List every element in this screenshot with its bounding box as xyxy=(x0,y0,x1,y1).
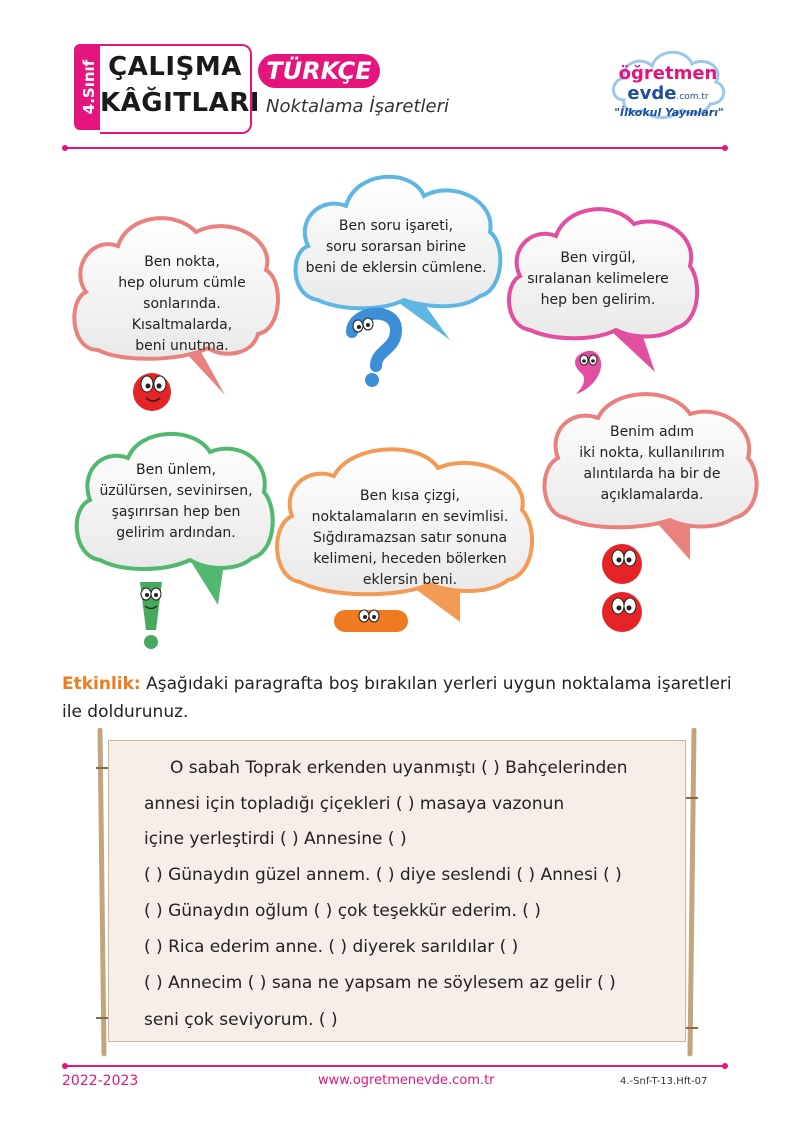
paragraph-line: ( ) Günaydın oğlum ( ) çok teşekkür ederim. ( ) xyxy=(144,901,541,921)
hyphen-character-icon xyxy=(334,610,408,632)
paragraph-line: içine yerleştirdi ( ) Annesine ( ) xyxy=(144,829,407,849)
bubble-line: Sığdıramazsan satır sonuna xyxy=(312,530,508,546)
bubble-line: Ben kısa çizgi, xyxy=(359,488,461,504)
paragraph-line: seni çok seviyorum. ( ) xyxy=(144,1010,338,1030)
footer-code: 4.-Snf-T-13.Hft-07 xyxy=(620,1076,708,1087)
comma-character-icon xyxy=(575,351,601,394)
exclamation-character-icon xyxy=(140,582,162,649)
bubble-line: üzülürsen, sevinirsen, xyxy=(99,483,253,499)
bubble-line: şaşırırsan hep ben xyxy=(111,504,241,520)
question-mark-character-icon xyxy=(352,314,396,387)
footer-years: 2022-2023 xyxy=(62,1073,139,1089)
logo-domain: .com.tr xyxy=(676,92,709,102)
bubble-soru-text xyxy=(296,216,496,279)
paragraph-line: annesi için topladığı çiçekleri ( ) masaya vazonun xyxy=(144,794,565,814)
bubble-line: Benim adım xyxy=(609,424,695,440)
paragraph-line: O sabah Toprak erkenden uyanmıştı ( ) Bahçelerinden xyxy=(170,758,628,778)
subject-pill: TÜRKÇE xyxy=(258,54,380,88)
bubble-line: Ben ünlem, xyxy=(136,462,216,478)
bubble-line: hep ben gelirim. xyxy=(540,292,656,308)
bubble-line: noktalamaların en sevimlisi. xyxy=(311,509,509,525)
bubble-line: sıralanan kelimelere xyxy=(527,271,669,287)
bubble-line: hep olurum cümle xyxy=(118,275,246,291)
bubble-line: beni unutma. xyxy=(135,338,229,354)
activity-instruction-block xyxy=(62,670,732,726)
colon-character-icon xyxy=(596,538,656,638)
paragraph-line: ( ) Rica ederim anne. ( ) diyerek sarıldılar ( ) xyxy=(144,937,519,957)
footer-rule xyxy=(64,1065,726,1067)
footer-dot-right xyxy=(722,1063,728,1069)
activity-instruction: Aşağıdaki paragrafta boş bırakılan yerleri uygun noktalama işaretleri ile doldurunuz. xyxy=(62,674,732,722)
topic-title: Noktalama İşaretleri xyxy=(266,96,450,117)
bubble-line: açıklamalarda. xyxy=(600,487,704,503)
logo-tagline: "İlkokul Yayınları" xyxy=(614,106,724,119)
bubble-line: soru sorarsan birine xyxy=(326,239,466,255)
bubble-iki-nokta-text xyxy=(556,422,748,506)
grade-label: 4.Sınıf xyxy=(80,59,98,115)
title-line-2: KÂĞITLARI xyxy=(100,88,260,118)
logo-brand-part2: evde xyxy=(627,83,677,104)
bubble-line: iki nokta, kullanılırım xyxy=(579,445,725,461)
bubble-unlem-text xyxy=(86,460,266,544)
bubble-line: beni de eklersin cümlene. xyxy=(305,260,487,276)
bubble-line: alıntılarda ha bir de xyxy=(583,466,721,482)
bubble-line: sonlarında. Kısaltmalarda, xyxy=(131,296,233,333)
logo-brand-part1: öğretmen xyxy=(618,63,718,84)
bubble-virgul-text xyxy=(512,248,684,311)
bubble-line: Ben soru işareti, xyxy=(338,218,454,234)
bubble-line: Ben nokta, xyxy=(144,254,220,270)
bubble-nokta-text xyxy=(92,252,272,357)
title-line-1: ÇALIŞMA xyxy=(108,52,242,82)
paragraph-line: ( ) Annecim ( ) sana ne yapsam ne söylesem az gelir ( ) xyxy=(144,973,616,993)
bubble-line: Ben virgül, xyxy=(560,250,636,266)
period-character-icon xyxy=(133,373,171,411)
paragraph-line: ( ) Günaydın güzel annem. ( ) diye seslendi ( ) Annesi ( ) xyxy=(144,865,622,885)
footer-website[interactable]: www.ogretmenevde.com.tr xyxy=(318,1073,495,1088)
paragraph-board xyxy=(108,740,686,1042)
bubble-kisa-cizgi-text xyxy=(296,486,524,591)
bubble-line: eklersin beni. xyxy=(362,572,458,588)
bubble-line: kelimeni, heceden bölerken xyxy=(313,551,507,567)
activity-label: Etkinlik: xyxy=(62,674,141,694)
bubble-line: gelirim ardından. xyxy=(116,525,236,541)
